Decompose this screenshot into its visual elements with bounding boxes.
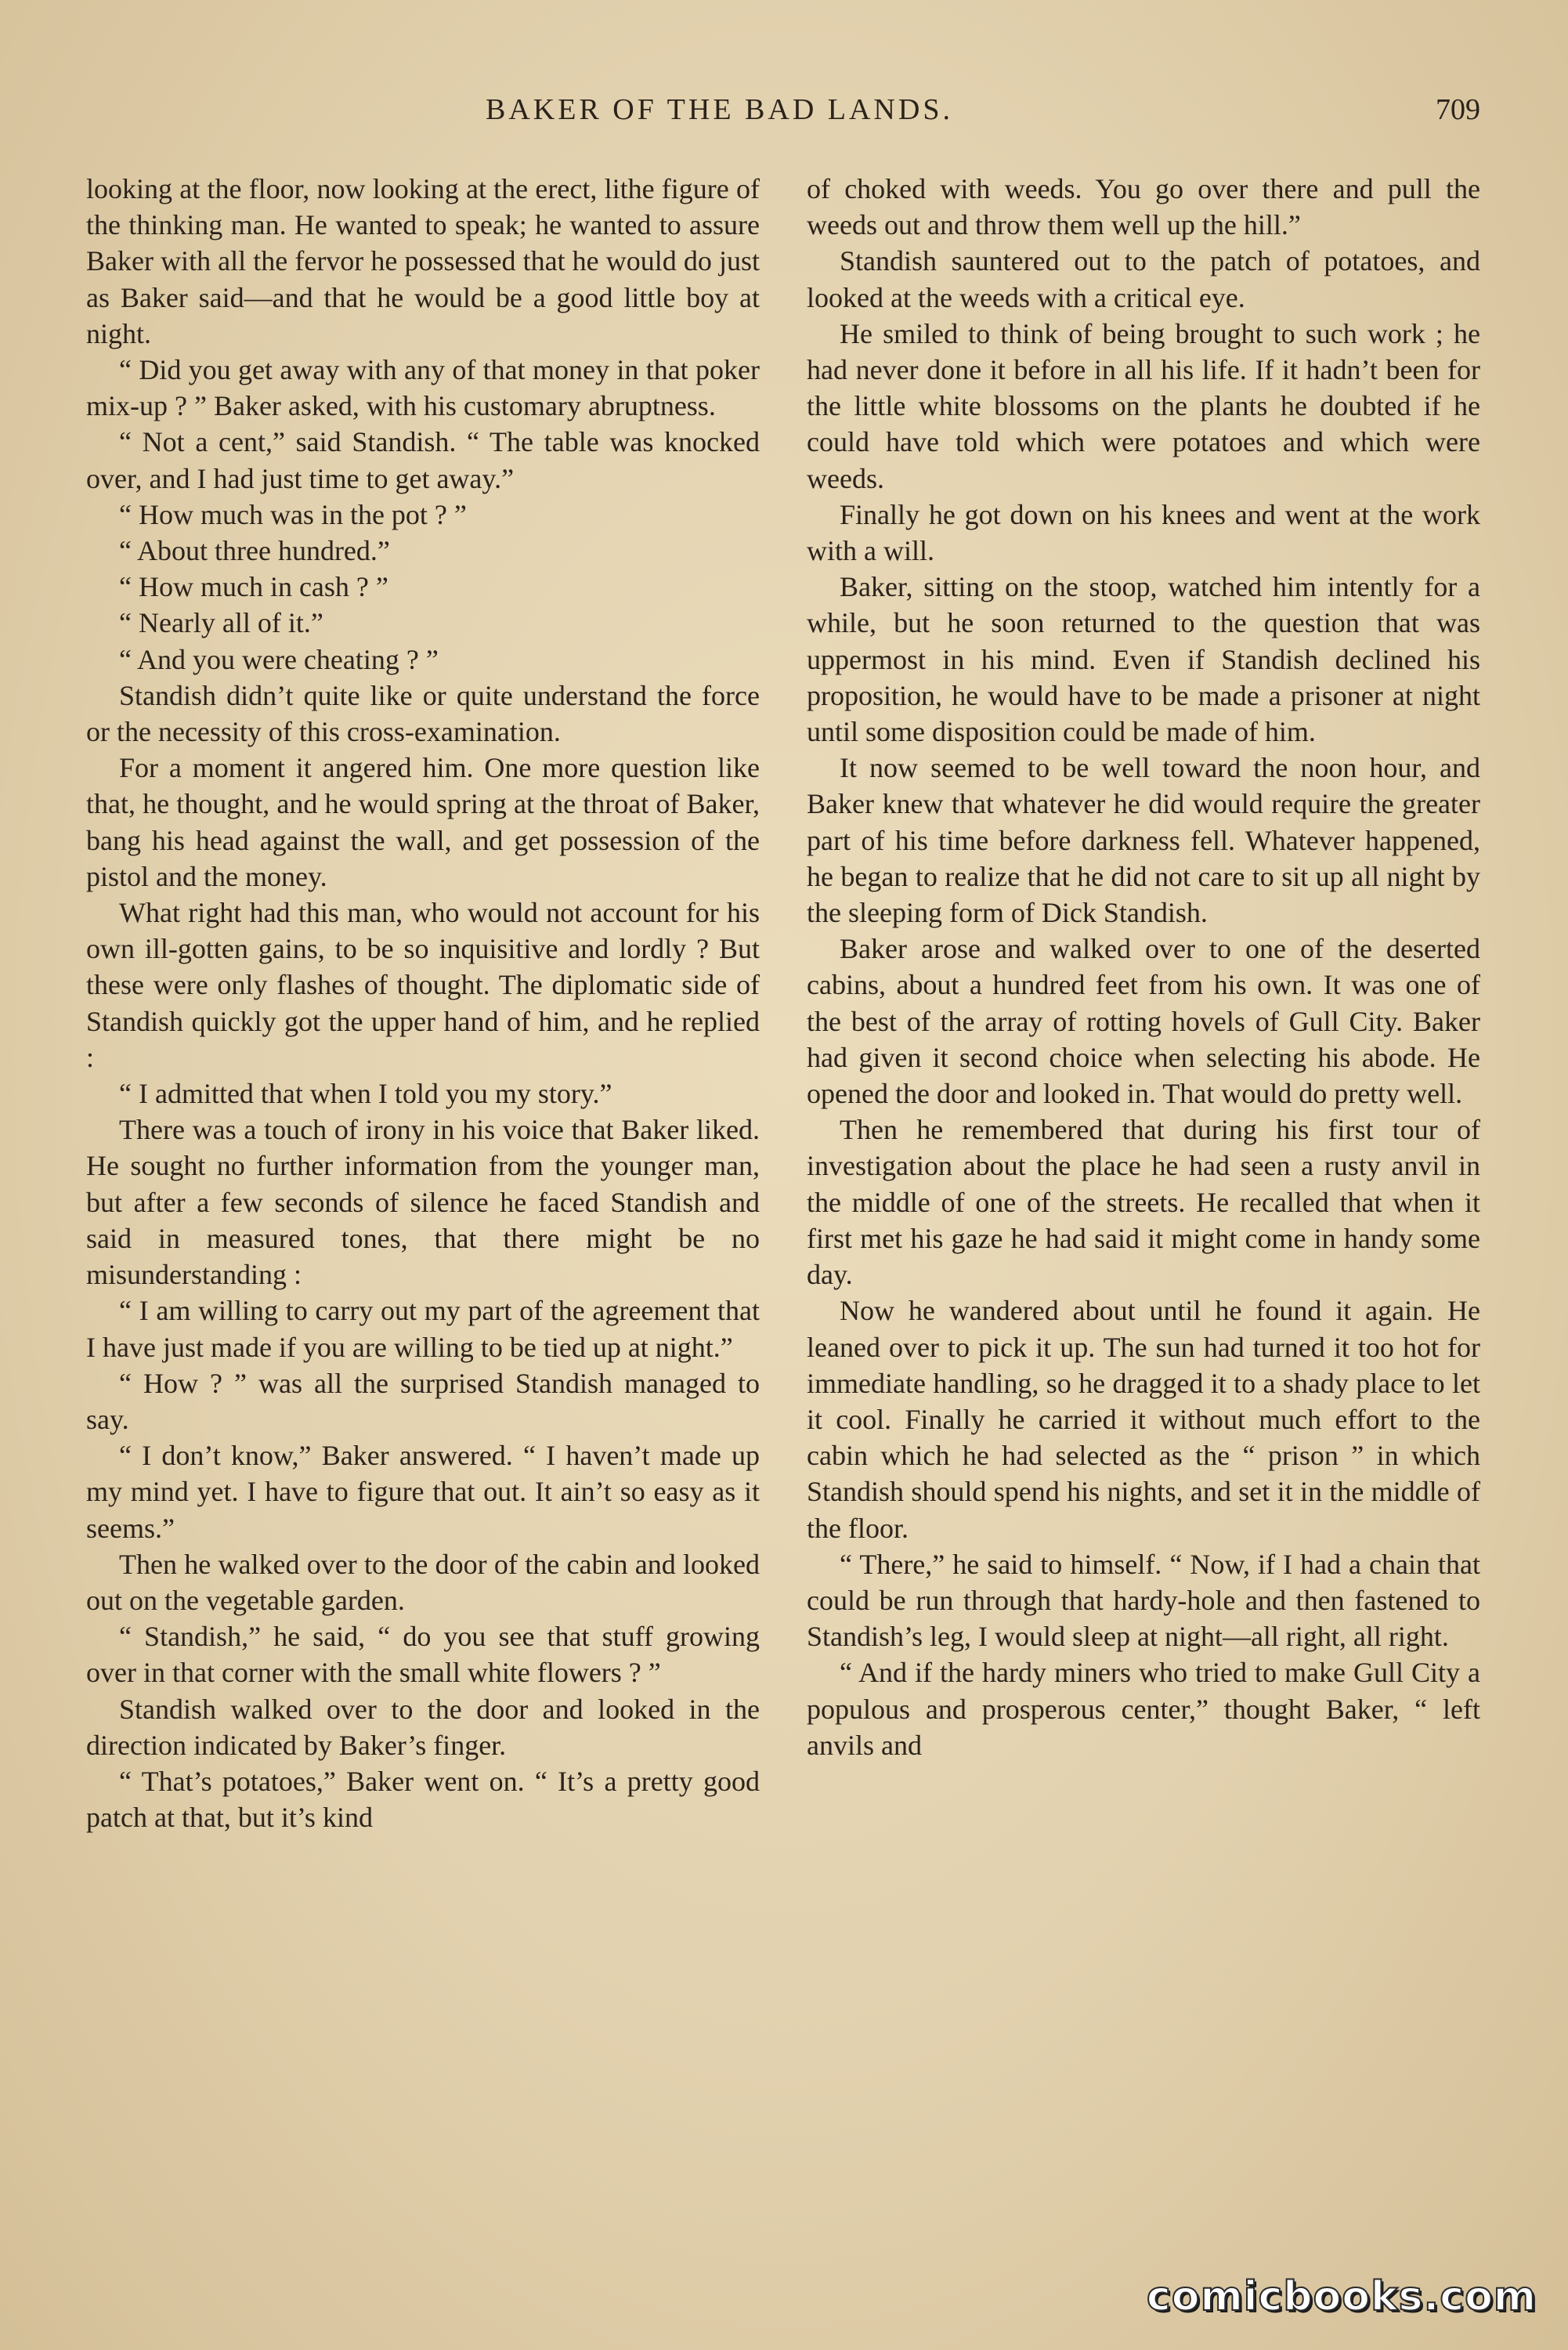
paragraph: “ I am willing to carry out my part of the agreement that I have just made if you are willing to be tied up at night.” bbox=[86, 1295, 760, 1363]
paragraph: Finally he got down on his knees and went at the work with a will. bbox=[807, 498, 1480, 567]
paragraph: “ Not a cent,” said Standish. “ The table was knocked over, and I had just time to get away.” bbox=[86, 426, 760, 494]
paragraph: Baker arose and walked over to one of the deserted cabins, about a hundred feet from his own. It was one of the best of the array of rotting hovels of Gull City. Baker had given it second choice when selecting his abode. He opened the door and looked in. That would do pretty well. bbox=[807, 933, 1480, 1110]
paragraph: Then he walked over to the door of the cabin and looked out on the vegetable garden. bbox=[86, 1548, 760, 1616]
paragraph: There was a touch of irony in his voice that Baker liked. He sought no further information from the younger man, but after a few seconds of silence he faced Standish and said in measured tones, that there might be no misunderstanding : bbox=[86, 1114, 760, 1291]
paragraph: of choked with weeds. You go over there and pull the weeds out and throw them well up the hill.” bbox=[807, 173, 1480, 241]
site-watermark: comicbooks.com bbox=[1146, 2273, 1537, 2320]
paragraph: “ Did you get away with any of that money in that poker mix-up ? ” Baker asked, with his customary abruptness. bbox=[86, 354, 760, 422]
paragraph: “ And you were cheating ? ” bbox=[119, 643, 439, 675]
paragraph: Standish didn’t quite like or quite understand the force or the necessity of this cross-examination. bbox=[86, 679, 760, 748]
paragraph: He smiled to think of being brought to such work ; he had never done it before in all his life. If it hadn’t been for the little white blossoms on the plants he doubted if he could have told which were potatoes and which were weeds. bbox=[807, 317, 1480, 494]
paragraph: “ How much in cash ? ” bbox=[119, 571, 388, 603]
page-number: 709 bbox=[1436, 93, 1480, 126]
paragraph: “ How ? ” was all the surprised Standish managed to say. bbox=[86, 1367, 760, 1435]
paragraph: Baker, sitting on the stoop, watched him intently for a while, but he soon returned to the question that was uppermost in his mind. Even if Standish declined his proposition, he would have to be made a prisoner at night until some disposition could be made of him. bbox=[807, 571, 1480, 748]
paragraph: “ How much was in the pot ? ” bbox=[119, 498, 467, 530]
paragraph: It now seemed to be well toward the noon hour, and Baker knew that whatever he did would require the greater part of his time before darkness fell. Whatever happened, he began to realize that he did not care to sit up all night by the sleeping form of Dick Standish. bbox=[807, 752, 1480, 929]
paragraph: “ And if the hardy miners who tried to make Gull City a populous and prosperous center,” thought Baker, “ left anvils and bbox=[807, 1657, 1480, 1761]
right-column bbox=[807, 171, 1480, 1763]
paragraph: For a moment it angered him. One more question like that, he thought, and he would spring at the throat of Baker, bang his head against the wall, and get possession of the pistol and the money. bbox=[86, 752, 760, 892]
paragraph: “ That’s potatoes,” Baker went on. “ It’s a pretty good patch at that, but it’s kind bbox=[86, 1765, 760, 1834]
left-column bbox=[86, 171, 760, 1835]
paragraph: “ I don’t know,” Baker answered. “ I haven’t made up my mind yet. I have to figure that out. It ain’t so easy as it seems.” bbox=[86, 1440, 760, 1544]
paragraph: “ There,” he said to himself. “ Now, if I had a chain that could be run through that hardy-hole and then fastened to Standish’s leg, I would sleep at night—all right, all right. bbox=[807, 1548, 1480, 1653]
paragraph: “ Standish,” he said, “ do you see that stuff growing over in that corner with the small white flowers ? ” bbox=[86, 1621, 760, 1689]
paragraph: Standish sauntered out to the patch of potatoes, and looked at the weeds with a critical eye. bbox=[807, 245, 1480, 313]
paragraph: “ I admitted that when I told you my story.” bbox=[119, 1078, 612, 1110]
paragraph: “ About three hundred.” bbox=[119, 535, 390, 567]
paragraph: What right had this man, who would not account for his own ill-gotten gains, to be so inquisitive and lordly ? But these were only flashes of thought. The diplomatic side of Standish quickly got the upper hand of him, and he replied : bbox=[86, 897, 760, 1073]
paragraph: “ Nearly all of it.” bbox=[119, 607, 323, 639]
page-header bbox=[0, 92, 1568, 139]
paragraph: looking at the floor, now looking at the erect, lithe figure of the thinking man. He wanted to speak; he wanted to assure Baker with all the fervor he possessed that he would do just as Baker said—and that he would be a good little boy at night. bbox=[86, 173, 760, 349]
running-title: BAKER OF THE BAD LANDS. bbox=[486, 93, 953, 126]
paragraph: Now he wandered about until he found it again. He leaned over to pick it up. The sun had turned it too hot for immediate handling, so he dragged it to a shady place to let it cool. Finally he carried it without much effort to the cabin which he had selected as the “ prison ” in which Standish should spend his nights, and set it in the middle of the floor. bbox=[807, 1295, 1480, 1544]
paragraph: Then he remembered that during his first tour of investigation about the place he had seen a rusty anvil in the middle of one of the streets. He recalled that when it first met his gaze he had said it might come in handy some day. bbox=[807, 1114, 1480, 1291]
paragraph: Standish walked over to the door and looked in the direction indicated by Baker’s finger. bbox=[86, 1693, 760, 1761]
